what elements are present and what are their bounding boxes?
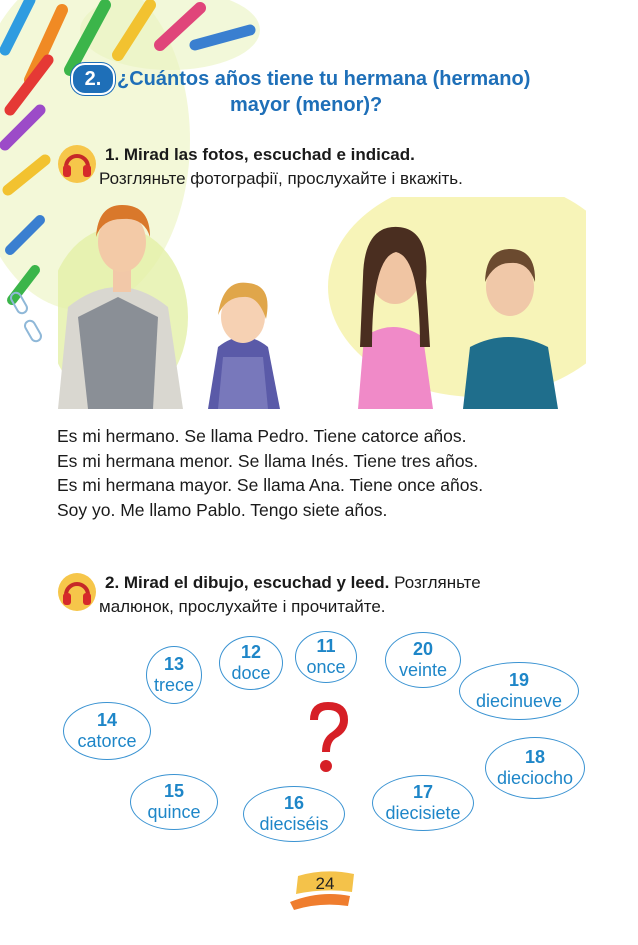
task-2-heading: 2. Mirad el dibujo, escuchad y leed. Розгляньте bbox=[105, 573, 481, 592]
title-line-2: mayor (menor)? bbox=[230, 94, 383, 116]
section-number-badge: 2. bbox=[71, 63, 115, 95]
ines-figure bbox=[208, 283, 280, 409]
pedro-figure bbox=[58, 205, 183, 409]
headphones-icon[interactable] bbox=[57, 572, 97, 612]
story-text bbox=[57, 424, 588, 522]
page-number bbox=[290, 866, 360, 914]
story-line: Es mi hermana menor. Se llama Inés. Tiene tres años. bbox=[57, 450, 479, 471]
number-bubble-13: 13 trece bbox=[146, 646, 202, 704]
section-title bbox=[117, 66, 597, 118]
title-line-1: ¿Cuántos años tiene tu hermana (hermano) bbox=[117, 68, 531, 90]
number-bubble-16: 16 dieciséis bbox=[243, 786, 345, 842]
task-1-heading: 1. Mirad las fotos, escuchad e indicad. bbox=[105, 145, 415, 164]
task-2-translation: малюнок, прослухайте і прочитайте. bbox=[99, 597, 386, 616]
story-line: Soy yo. Me llamo Pablo. Tengo siete años. bbox=[57, 499, 388, 520]
number-bubble-11: 11 once bbox=[295, 631, 357, 683]
number-bubble-20: 20 veinte bbox=[385, 632, 461, 688]
page-number-text: 24 bbox=[315, 874, 335, 893]
number-bubble-14: 14 catorce bbox=[63, 702, 151, 760]
story-line: Es mi hermano. Se llama Pedro. Tiene catorce años. bbox=[57, 426, 467, 446]
task-2-translation-start: Розгляньте bbox=[394, 573, 481, 592]
number-bubble-15: 15 quince bbox=[130, 774, 218, 830]
question-mark-icon bbox=[300, 698, 356, 776]
number-bubble-18: 18 dieciocho bbox=[485, 737, 585, 799]
story-line: Es mi hermana mayor. Se llama Ana. Tiene once años. bbox=[57, 475, 484, 495]
number-bubble-12: 12 doce bbox=[219, 636, 283, 690]
children-photo bbox=[58, 197, 586, 409]
number-bubble-19: 19 diecinueve bbox=[459, 662, 579, 720]
headphones-icon[interactable] bbox=[57, 144, 97, 184]
task-1-translation: Розгляньте фотографії, прослухайте і вкажіть. bbox=[99, 169, 463, 188]
number-bubble-17: 17 diecisiete bbox=[372, 775, 474, 831]
